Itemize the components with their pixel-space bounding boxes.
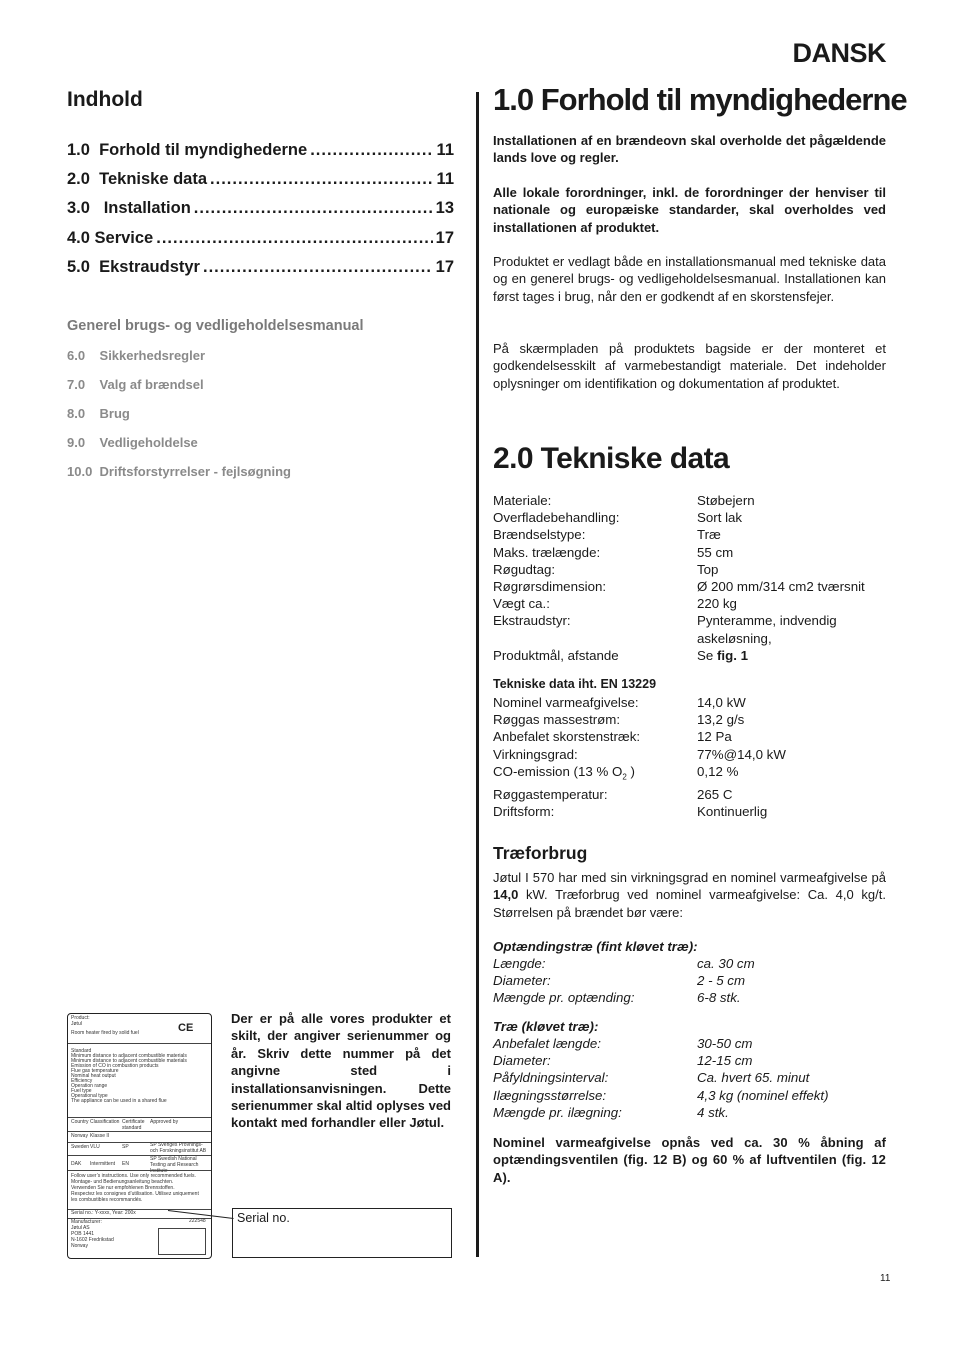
tech-row [493, 492, 886, 509]
firewood-key: Mængde pr. ilægning: [493, 1104, 622, 1120]
firewood-key: Anbefalet længde: [493, 1036, 601, 1051]
section2-title: 2.0 Tekniske data [493, 442, 730, 475]
plate-cell: Klasse II [90, 1133, 110, 1139]
plate-product-value: Jøtul [71, 1021, 82, 1027]
plate-spec: Nominal heat output [71, 1073, 116, 1079]
tech-row [493, 544, 886, 561]
firewood-value: 30-50 cm [697, 1036, 753, 1051]
en-row [493, 763, 886, 786]
fig-ref-link[interactable]: fig. 1 [716, 647, 748, 663]
sublist-item[interactable]: 8.0 Brug [67, 406, 130, 421]
tech-value: 55 cm [697, 544, 734, 560]
tech-value [697, 647, 886, 664]
firewood-row [493, 1104, 886, 1121]
tech-key: Vægt ca.: [493, 596, 550, 612]
firewood-value: 12-15 cm [697, 1053, 753, 1069]
toc-item-label: 1.0 Forhold til myndighederne [67, 141, 308, 159]
en-data-title: Tekniske data iht. EN 13229 [493, 677, 657, 691]
toc-item-label: 5.0 Ekstraudstyr [67, 257, 200, 276]
toc-leader [194, 199, 433, 218]
plate-line [68, 1170, 211, 1171]
plate-cell: Intermittent [90, 1161, 116, 1167]
tech-value: Støbejern [697, 493, 755, 508]
kindling-value: 2 - 5 cm [697, 973, 746, 989]
firewood-value: 4,3 kg (nominel effekt) [697, 1087, 829, 1103]
sublist-item[interactable]: 6.0 Sikkerhedsregler [67, 348, 206, 363]
firewood-key: Ilægningsstørrelse: [493, 1087, 607, 1103]
tech-key: Røgrørsdimension: [493, 579, 607, 595]
toc-item-page: 11 [436, 141, 454, 159]
manual-sublist [67, 348, 291, 493]
toc-item-label: 4.0 Service [67, 228, 154, 247]
plate-spec: Operational type [71, 1093, 108, 1099]
kindling-key: Længde: [493, 956, 546, 971]
plate-cell: VLU [90, 1144, 100, 1150]
plate-spec: Fuel type [71, 1088, 92, 1094]
tech-data-table [493, 492, 886, 664]
plate-instruction: les combustibles recommandés. [71, 1197, 143, 1203]
toc-item-label: 3.0 Installation [67, 199, 191, 218]
tech-value: 220 kg [697, 596, 737, 612]
sublist-item[interactable]: 10.0 Driftsforstyrrelser - fejlsøgning [67, 464, 291, 479]
tech-row [493, 509, 886, 526]
tech-row [493, 526, 886, 543]
firewood-row [493, 1052, 886, 1069]
kindling-key: Mængde pr. optænding: [493, 990, 635, 1006]
tech-key: Maks. trælængde: [493, 544, 601, 560]
plate-cell: Sweden [71, 1144, 90, 1150]
co-key-suffix: ) [626, 763, 635, 779]
plate-cell: Country [71, 1119, 89, 1125]
en-value: 77%@14,0 kW [697, 746, 786, 762]
en-value: 12 Pa [697, 729, 732, 745]
plate-spec: Minimum distance to adjacent combustible materials [71, 1058, 187, 1064]
tech-row [493, 612, 886, 646]
en-key: Nominel varmeafgivelse: [493, 695, 639, 710]
toc-item[interactable] [67, 170, 454, 199]
toc-item-page: 17 [435, 228, 454, 247]
plate-spec: Standard [71, 1048, 92, 1054]
co-key-prefix: CO-emission (13 % O [493, 763, 623, 779]
plate-spec: The appliance can be used in a shared flue [71, 1098, 167, 1104]
toc-list [67, 141, 454, 287]
tech-key: Overfladebehandling: [493, 510, 620, 526]
section1-title: 1.0 Forhold til myndighederne [493, 82, 907, 117]
firewood-row [493, 1069, 886, 1086]
kindling-row [493, 955, 886, 972]
kindling-row [493, 972, 886, 989]
tech-value: Pynteramme, indvendig askeløsning, [697, 613, 837, 646]
tech-key: Ekstraudstyr: [493, 613, 571, 629]
en-row [493, 711, 886, 728]
toc-item[interactable] [67, 141, 454, 170]
tech-value: Top [697, 561, 719, 577]
tech-key: Produktmål, afstande [493, 647, 619, 663]
plate-manufacturer: Norway [71, 1243, 88, 1249]
toc-item[interactable] [67, 229, 454, 258]
plate-cell: Norway [71, 1133, 88, 1139]
manual-subtitle: Generel brugs- og vedligeholdelsesmanual [67, 318, 364, 334]
plate-spec: Operation range [71, 1083, 108, 1089]
toc-title: Indhold [67, 88, 143, 111]
plate-cell: SP Sveriges Provnings- och Forskningsinstitut AB [150, 1142, 207, 1154]
en-key: Anbefalet skorstenstræk: [493, 729, 641, 745]
en-data-table [493, 694, 886, 820]
kindling-title: Optændingstræ (fint kløvet træ): [493, 939, 698, 954]
plate-line [68, 1043, 211, 1044]
toc-item-page: 13 [435, 199, 454, 218]
kindling-key: Diameter: [493, 973, 551, 989]
en-key: Røggastemperatur: [493, 786, 608, 802]
plate-instruction: Verwenden Sie nur empfohlenen Brennstoffen. [71, 1185, 175, 1191]
toc-item-page: 11 [436, 170, 454, 189]
toc-leader [310, 141, 433, 160]
tech-row [493, 647, 886, 664]
en-value: 0,12 % [697, 763, 739, 779]
sublist-item[interactable]: 9.0 Vedligeholdelse [67, 435, 198, 450]
en-row [493, 746, 886, 763]
toc-item-label: 2.0 Tekniske data [67, 170, 208, 189]
kindling-value: ca. 30 cm [697, 956, 755, 971]
wood-consumption-title: Træforbrug [493, 843, 588, 863]
plate-instruction: Respectez les consignes d’utilisation. Utilisez uniquement [71, 1191, 199, 1197]
toc-item[interactable] [67, 199, 454, 228]
section1-paragraph: På skærmpladen på produktets bagside er der monteret et godkendelsesskilt af varmebestandigt materiale. Det indeholder oplysninger om identifikation og dokumentation af produktet. [493, 341, 886, 391]
wood-text-part: kW. Træforbrug ved nominel varmeafgivelse: Ca. 4,0 kg/t. Størrelsen på brændet bør være: [493, 887, 886, 920]
tech-row [493, 595, 886, 612]
firewood-title: Træ (kløvet træ): [493, 1019, 599, 1034]
en-key: Virkningsgrad: [493, 746, 578, 762]
plate-spec: Efficiency [71, 1078, 93, 1084]
nominal-output-note: Nominel varmeafgivelse opnås ved ca. 30 % åbning af optændingsventilen (fig. 12 B) og 60 % af luftventilen (fig. 12 A). [493, 1135, 886, 1185]
serial-number-label: Serial no. [237, 1211, 290, 1225]
tech-key: Brændselstype: [493, 527, 586, 543]
plate-product-label: Product: [71, 1015, 90, 1021]
en-value: 13,2 g/s [697, 712, 745, 728]
toc-item-page: 17 [435, 257, 454, 276]
tech-key: Materiale: [493, 493, 552, 508]
en-key [493, 763, 697, 786]
tech-key: Røgudtag: [493, 561, 556, 577]
wood-text-part: Jøtul I 570 har med sin virkningsgrad en nominel varmeafgivelse på [493, 870, 886, 885]
tech-value: Træ [697, 527, 721, 543]
plate-cell: SP Swedish National Testing and Research [150, 1156, 199, 1168]
plate-cell: Approved by [150, 1119, 179, 1125]
en-row [493, 728, 886, 745]
plate-instruction: Follow user’s instructions. Use only recommended fuels. [71, 1173, 196, 1179]
firewood-table [493, 1035, 886, 1121]
en-row [493, 803, 886, 820]
en-row [493, 786, 886, 803]
firewood-row [493, 1087, 886, 1104]
tech-value: Sort lak [697, 510, 743, 526]
kindling-table [493, 955, 886, 1007]
plate-line [68, 1131, 211, 1132]
plate-cell: EN [122, 1161, 129, 1167]
plate-spec: Emission of CO in combustion products [71, 1063, 159, 1069]
plate-manufacturer: Manufacturer: [71, 1219, 102, 1225]
toc-item[interactable] [67, 258, 454, 287]
firewood-value: 4 stk. [697, 1104, 729, 1120]
firewood-row [493, 1035, 886, 1052]
plate-room-heater: Room heater fired by solid fuel [71, 1030, 139, 1036]
tech-row [493, 578, 886, 595]
en-key: Driftsform: [493, 803, 555, 819]
en-value: 265 C [697, 786, 733, 802]
wood-text-bold: 14,0 [493, 887, 519, 903]
rating-plate [67, 1013, 212, 1259]
toc-leader [203, 258, 433, 277]
plate-spec: Minimum distance to adjacent combustible materials [71, 1053, 187, 1059]
wood-consumption-paragraph [493, 869, 886, 921]
section1-paragraph: Alle lokale forordninger, inkl. de forordninger der henviser til nationale og europæiske standarder, skal overholdes ved installationen af produktet. [493, 185, 886, 235]
plate-manufacturer: POB 1441 [71, 1231, 95, 1237]
en-row [493, 694, 886, 711]
plate-cell: SP [122, 1144, 129, 1150]
en-key: Røggas massestrøm: [493, 712, 621, 728]
column-divider [476, 92, 479, 1257]
toc-leader [210, 170, 434, 189]
en-value: 14,0 kW [697, 695, 746, 710]
plate-line [68, 1117, 211, 1118]
toc-leader [156, 229, 432, 248]
kindling-value: 6-8 stk. [697, 990, 741, 1006]
en-value: Kontinuerlig [697, 803, 768, 819]
firewood-value: Ca. hvert 65. minut [697, 1070, 810, 1086]
tech-row [493, 561, 886, 578]
plate-cell: Certificate standard [122, 1119, 145, 1131]
page-number: 11 [880, 1273, 891, 1284]
kindling-row [493, 989, 886, 1006]
plate-manufacturer: N-1602 Fredrikstad [71, 1237, 114, 1243]
plate-manufacturer: Jøtul AS [71, 1225, 90, 1231]
firewood-key: Påfyldningsinterval: [493, 1070, 609, 1086]
section1-paragraph: Produktet er vedlagt både en installationsmanual med tekniske data og en generel brugs- og vedligeholdelsesmanual. Installationen kan først tages i brug, når den er godkendt af en skorstensfejer. [493, 254, 886, 304]
firewood-key: Diameter: [493, 1053, 551, 1069]
ce-mark-logo: CE [178, 1022, 194, 1034]
serial-note: Der er på alle vores produkter et skilt, der angiver serienummer og år. Skriv dette nummer på det angivne sted i installationsanvisningen. Dette serienummer skal altid oplyses ved kontakt med forhandler eller Jøtul. [231, 1011, 451, 1131]
plate-spec: Flue gas temperature [71, 1068, 119, 1074]
plate-cell: Classification [90, 1119, 120, 1125]
tech-value: Ø 200 mm/314 cm2 tværsnit [697, 579, 865, 595]
plate-serial: Serial no.: Y-xxxx, Year: 200x [71, 1210, 136, 1216]
plate-cell: DAK [71, 1161, 82, 1167]
plate-instruction: Montage- und Bedienungsanleitung beachten. [71, 1179, 174, 1185]
plate-stamp-box [158, 1228, 206, 1255]
section1-paragraph: Installationen af en brændeovn skal overholde det pågældende lands love og regler. [493, 133, 886, 166]
co-key-subscript: 2 [622, 772, 627, 782]
fig-ref-prefix: Se [697, 647, 717, 663]
plate-code: 222548 [189, 1218, 206, 1224]
sublist-item[interactable]: 7.0 Valg af brændsel [67, 377, 204, 392]
language-heading: DANSK [792, 38, 886, 68]
